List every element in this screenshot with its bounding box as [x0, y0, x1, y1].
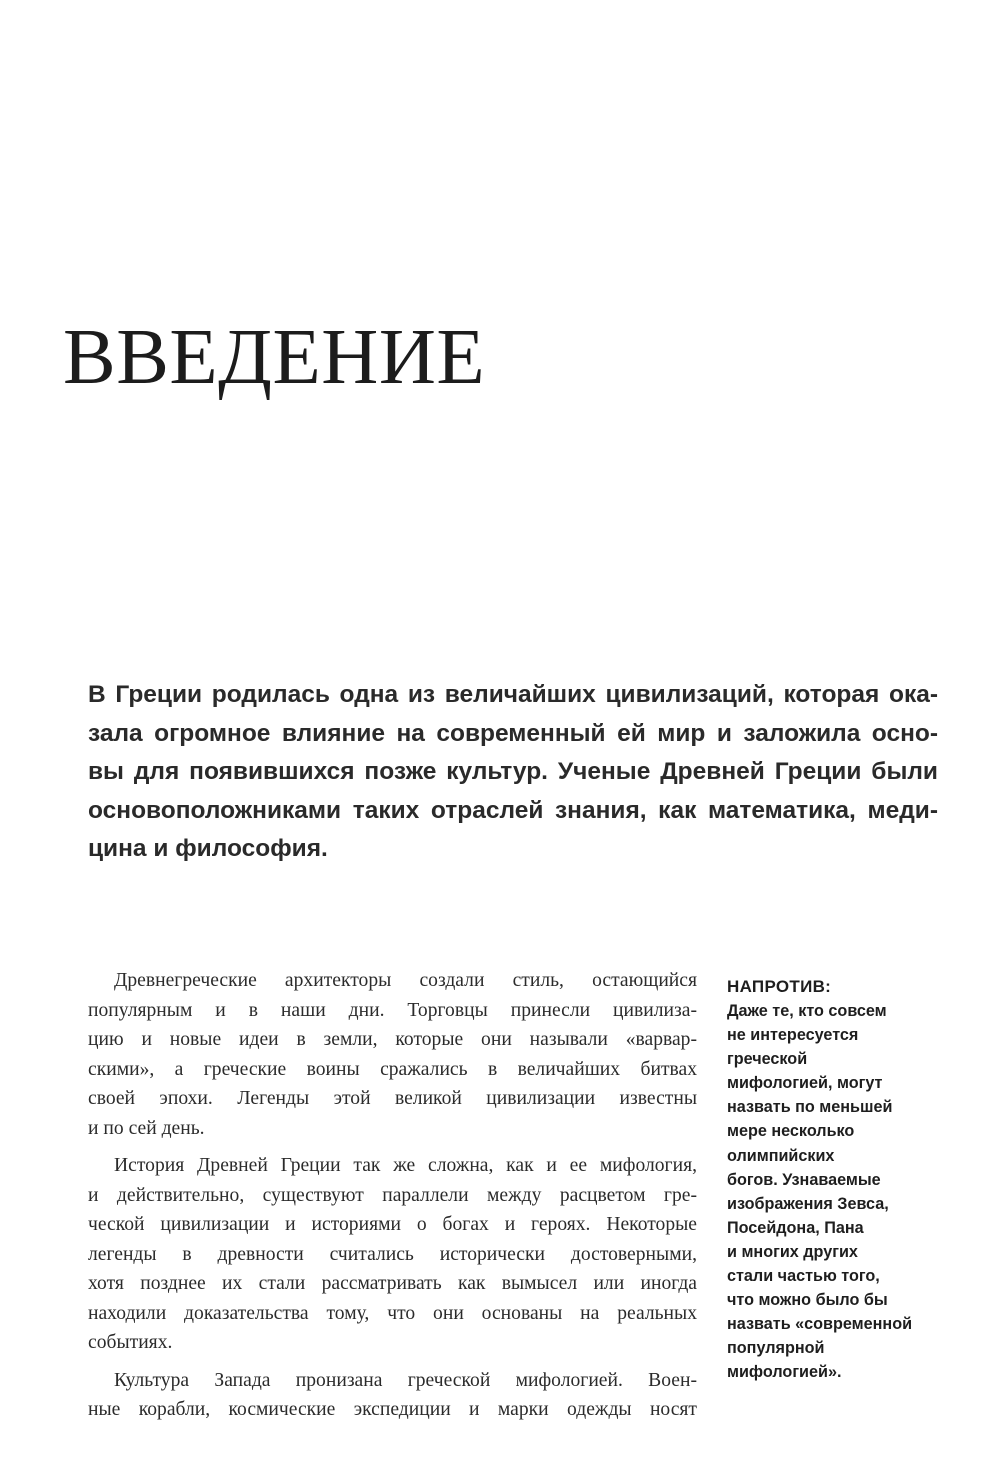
lead-line: зала огромное влияние на современный ей мир и заложила осно- [88, 719, 938, 747]
body-line [88, 1366, 697, 1396]
lead-line: основоположниками таких отраслей знания, как математика, меди- [88, 796, 938, 824]
body-line: своей эпохи. Легенды этой великой цивилизации известны [88, 1088, 697, 1109]
caption-line: мифологией, могут [727, 1074, 883, 1093]
body-line: событиях. [88, 1332, 173, 1353]
body-line [88, 1151, 697, 1181]
body-line [88, 966, 697, 996]
caption-line: богов. Узнаваемые [727, 1170, 881, 1189]
caption-line: что можно было бы [727, 1291, 888, 1310]
lead-paragraph [88, 676, 938, 869]
body-line: скими», а греческие воины сражались в величайших битвах [88, 1058, 697, 1080]
caption-line: не интересуется [727, 1026, 859, 1045]
body-paragraph-2 [88, 1151, 697, 1358]
body-line: хотя позднее их стали рассматривать как вымысел или иногда [88, 1273, 697, 1294]
body-line: ческой цивилизации и историями о богах и героях. Некоторые [88, 1214, 697, 1235]
body-line: и по сей день. [88, 1117, 205, 1139]
body-paragraph-1 [88, 966, 697, 1143]
body-text [88, 966, 697, 1425]
body-line-text: Культура Запада пронизана греческой мифологией. Воен- [114, 1369, 697, 1391]
lead-line: вы для появившихся позже культур. Ученые Древней Греции были [88, 758, 938, 785]
caption-line: мере несколько [727, 1122, 855, 1141]
caption-line: Даже те, кто совсем [727, 1002, 887, 1020]
caption-line: Посейдона, Пана [727, 1218, 864, 1237]
body-line: ные корабли, космические экспедиции и марки одежды носят [88, 1399, 697, 1420]
caption-line: мифологией». [727, 1363, 842, 1382]
caption-line: олимпийских [727, 1146, 835, 1165]
caption-sidebar [727, 975, 932, 1385]
caption-line: популярной [727, 1339, 825, 1358]
body-line: и действительно, существуют параллели между расцветом гре- [88, 1184, 697, 1206]
body-line: цию и новые идеи в земли, которые они называли «варвар- [88, 1029, 697, 1050]
body-line-text: Древнегреческие архитекторы создали стиль, остающийся [114, 970, 697, 991]
caption-line: изображения Зевса, [727, 1194, 889, 1213]
page-title: ВВЕДЕНИЕ [63, 314, 486, 401]
body-line: популярным и в наши дни. Торговцы принесли цивилиза- [88, 999, 697, 1021]
caption-line: назвать по меньшей [727, 1098, 893, 1117]
body-line: легенды в древности считались исторически достоверными, [88, 1243, 697, 1265]
body-line-text: История Древней Греции так же сложна, как и ее мифология, [114, 1155, 697, 1176]
body-line: находили доказательства тому, что они основаны на реальных [88, 1302, 697, 1324]
caption-line: и многих других [727, 1242, 858, 1261]
lead-line: цина и философия. [88, 835, 328, 862]
lead-line: В Греции родилась одна из величайших цивилизаций, которая ока- [88, 681, 938, 708]
caption-line: греческой [727, 1050, 808, 1069]
caption-line: стали частью того, [727, 1267, 880, 1286]
body-paragraph-3 [88, 1366, 697, 1425]
caption-line: назвать «современной [727, 1315, 913, 1334]
caption-heading: НАПРОТИВ: [727, 977, 832, 996]
